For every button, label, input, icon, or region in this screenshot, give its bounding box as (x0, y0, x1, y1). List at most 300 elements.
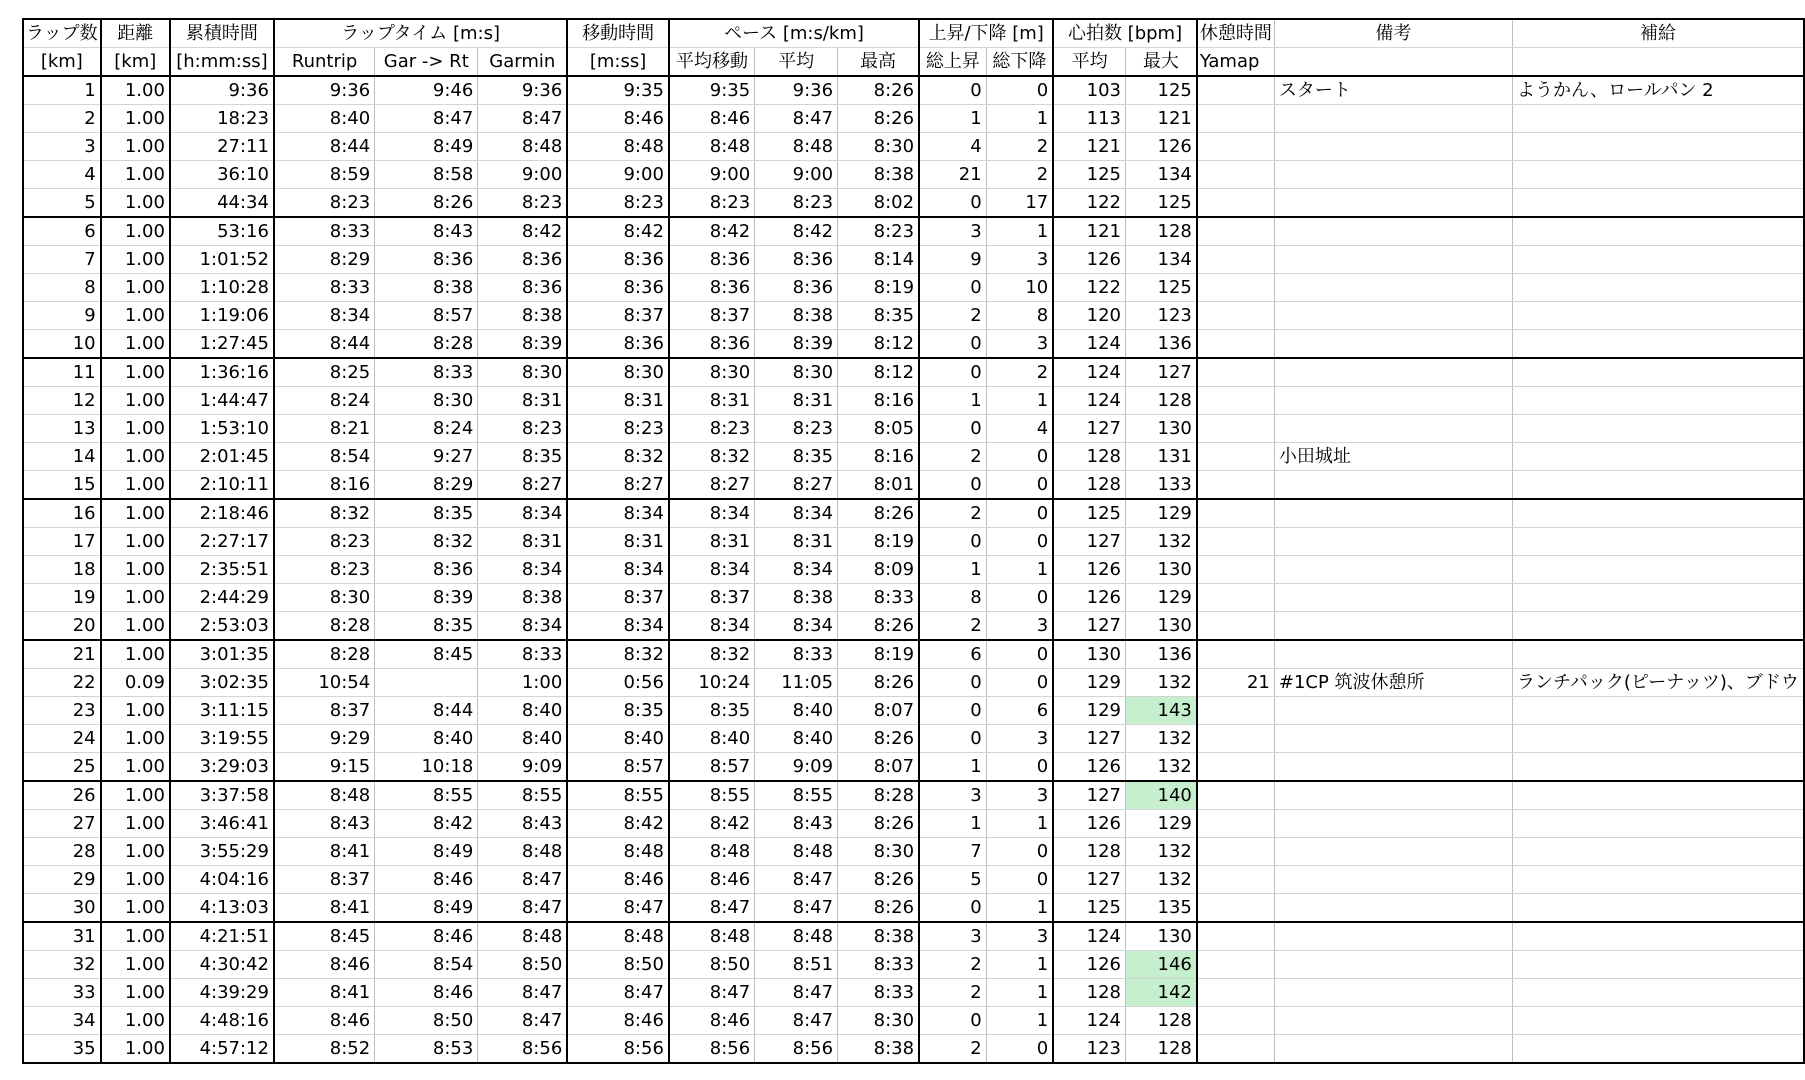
cell-avg-pace[interactable]: 8:42 (755, 217, 838, 246)
cell-distance[interactable]: 1.00 (101, 1035, 170, 1064)
subheader-cell[interactable]: 総上昇 (919, 48, 986, 77)
cell-note[interactable] (1274, 951, 1512, 979)
cell-max-pace[interactable]: 8:33 (838, 951, 920, 979)
cell-lap[interactable]: 2 (23, 105, 101, 133)
cell-garmin[interactable]: 8:48 (478, 133, 567, 161)
cell-total-descent[interactable]: 6 (986, 697, 1053, 725)
cell-avg-pace[interactable]: 8:48 (755, 838, 838, 866)
cell-supply[interactable]: ランチパック(ピーナッツ)、ブドウ (1512, 669, 1804, 697)
cell-max-hr[interactable]: 121 (1126, 105, 1197, 133)
cell-rest-time[interactable] (1197, 330, 1275, 359)
subheader-cell[interactable]: 平均 (755, 48, 838, 77)
cell-avg-pace[interactable]: 11:05 (755, 669, 838, 697)
subheader-cell[interactable]: 平均 (1053, 48, 1125, 77)
cell-supply[interactable] (1512, 161, 1804, 189)
cell-moving-time[interactable]: 9:00 (567, 161, 669, 189)
cell-garmin[interactable]: 8:36 (478, 246, 567, 274)
cell-avg-hr[interactable]: 128 (1053, 979, 1125, 1007)
cell-avg-pace[interactable]: 9:00 (755, 161, 838, 189)
cell-avg-hr[interactable]: 126 (1053, 810, 1125, 838)
cell-max-pace[interactable]: 8:26 (838, 894, 920, 923)
cell-runtrip[interactable]: 8:46 (274, 951, 375, 979)
cell-gar-to-rt[interactable]: 8:39 (375, 584, 478, 612)
cell-avg-pace[interactable]: 8:34 (755, 612, 838, 641)
cell-rest-time[interactable] (1197, 781, 1275, 810)
cell-note[interactable] (1274, 274, 1512, 302)
cell-garmin[interactable]: 8:47 (478, 866, 567, 894)
cell-garmin[interactable]: 8:27 (478, 471, 567, 500)
cell-lap[interactable]: 16 (23, 499, 101, 528)
cell-supply[interactable] (1512, 697, 1804, 725)
cell-moving-time[interactable]: 0:56 (567, 669, 669, 697)
cell-avg-moving-pace[interactable]: 8:55 (669, 781, 755, 810)
cell-lap[interactable]: 17 (23, 528, 101, 556)
cell-supply[interactable] (1512, 584, 1804, 612)
cell-total-descent[interactable]: 0 (986, 1035, 1053, 1064)
cell-rest-time[interactable] (1197, 161, 1275, 189)
cell-avg-hr[interactable]: 121 (1053, 217, 1125, 246)
cell-avg-pace[interactable]: 8:23 (755, 189, 838, 218)
cell-total-ascent[interactable]: 2 (919, 951, 986, 979)
cell-avg-hr[interactable]: 121 (1053, 133, 1125, 161)
cell-supply[interactable] (1512, 810, 1804, 838)
cell-total-ascent[interactable]: 2 (919, 302, 986, 330)
cell-gar-to-rt[interactable]: 8:35 (375, 499, 478, 528)
cell-avg-pace[interactable]: 8:36 (755, 246, 838, 274)
cell-avg-hr[interactable]: 124 (1053, 387, 1125, 415)
cell-gar-to-rt[interactable]: 8:49 (375, 838, 478, 866)
cell-cumulative-time[interactable]: 2:53:03 (170, 612, 274, 641)
cell-runtrip[interactable]: 8:16 (274, 471, 375, 500)
cell-avg-moving-pace[interactable]: 8:34 (669, 499, 755, 528)
cell-avg-moving-pace[interactable]: 8:56 (669, 1035, 755, 1064)
cell-lap[interactable]: 22 (23, 669, 101, 697)
cell-total-descent[interactable]: 4 (986, 415, 1053, 443)
cell-note[interactable] (1274, 922, 1512, 951)
cell-total-ascent[interactable]: 5 (919, 866, 986, 894)
cell-runtrip[interactable]: 8:37 (274, 866, 375, 894)
cell-cumulative-time[interactable]: 2:01:45 (170, 443, 274, 471)
cell-max-pace[interactable]: 8:09 (838, 556, 920, 584)
cell-gar-to-rt[interactable]: 8:58 (375, 161, 478, 189)
cell-note[interactable] (1274, 246, 1512, 274)
cell-total-descent[interactable]: 1 (986, 894, 1053, 923)
cell-cumulative-time[interactable]: 27:11 (170, 133, 274, 161)
cell-max-hr[interactable]: 132 (1126, 866, 1197, 894)
cell-gar-to-rt[interactable]: 8:30 (375, 387, 478, 415)
cell-supply[interactable] (1512, 471, 1804, 500)
cell-total-descent[interactable]: 1 (986, 387, 1053, 415)
cell-max-hr[interactable]: 140 (1126, 781, 1197, 810)
cell-garmin[interactable]: 8:35 (478, 443, 567, 471)
cell-distance[interactable]: 1.00 (101, 161, 170, 189)
cell-avg-moving-pace[interactable]: 8:30 (669, 358, 755, 387)
cell-garmin[interactable]: 8:43 (478, 810, 567, 838)
cell-max-pace[interactable]: 8:05 (838, 415, 920, 443)
cell-supply[interactable]: ようかん、ロールパン 2 (1512, 76, 1804, 105)
cell-runtrip[interactable]: 8:41 (274, 894, 375, 923)
cell-avg-pace[interactable]: 8:40 (755, 725, 838, 753)
cell-rest-time[interactable] (1197, 584, 1275, 612)
cell-moving-time[interactable]: 8:36 (567, 330, 669, 359)
cell-cumulative-time[interactable]: 2:10:11 (170, 471, 274, 500)
cell-avg-hr[interactable]: 124 (1053, 922, 1125, 951)
cell-max-pace[interactable]: 8:19 (838, 640, 920, 669)
cell-avg-moving-pace[interactable]: 8:35 (669, 697, 755, 725)
cell-note[interactable] (1274, 302, 1512, 330)
cell-total-ascent[interactable]: 7 (919, 838, 986, 866)
cell-avg-pace[interactable]: 8:31 (755, 528, 838, 556)
cell-total-ascent[interactable]: 0 (919, 528, 986, 556)
cell-runtrip[interactable]: 8:21 (274, 415, 375, 443)
cell-cumulative-time[interactable]: 3:01:35 (170, 640, 274, 669)
cell-total-ascent[interactable]: 2 (919, 979, 986, 1007)
cell-avg-hr[interactable]: 126 (1053, 556, 1125, 584)
cell-moving-time[interactable]: 8:40 (567, 725, 669, 753)
cell-garmin[interactable]: 8:23 (478, 415, 567, 443)
cell-avg-pace[interactable]: 8:47 (755, 979, 838, 1007)
cell-max-pace[interactable]: 8:14 (838, 246, 920, 274)
cell-moving-time[interactable]: 8:23 (567, 189, 669, 218)
cell-garmin[interactable]: 8:47 (478, 105, 567, 133)
cell-garmin[interactable]: 9:36 (478, 76, 567, 105)
cell-avg-hr[interactable]: 125 (1053, 499, 1125, 528)
cell-max-pace[interactable]: 8:28 (838, 781, 920, 810)
header-lap-time[interactable]: ラップタイム [m:s] (274, 19, 567, 48)
cell-avg-moving-pace[interactable]: 8:42 (669, 217, 755, 246)
cell-runtrip[interactable]: 8:46 (274, 1007, 375, 1035)
cell-note[interactable] (1274, 612, 1512, 641)
cell-gar-to-rt[interactable]: 8:46 (375, 922, 478, 951)
cell-moving-time[interactable]: 8:31 (567, 528, 669, 556)
cell-rest-time[interactable] (1197, 105, 1275, 133)
cell-moving-time[interactable]: 8:37 (567, 584, 669, 612)
cell-avg-hr[interactable]: 125 (1053, 894, 1125, 923)
cell-total-ascent[interactable]: 2 (919, 443, 986, 471)
cell-total-descent[interactable]: 3 (986, 612, 1053, 641)
cell-rest-time[interactable] (1197, 894, 1275, 923)
cell-gar-to-rt[interactable]: 8:50 (375, 1007, 478, 1035)
cell-gar-to-rt[interactable]: 8:53 (375, 1035, 478, 1064)
cell-total-ascent[interactable]: 2 (919, 499, 986, 528)
cell-distance[interactable]: 1.00 (101, 838, 170, 866)
cell-runtrip[interactable]: 8:52 (274, 1035, 375, 1064)
cell-garmin[interactable]: 9:00 (478, 161, 567, 189)
cell-lap[interactable]: 15 (23, 471, 101, 500)
cell-gar-to-rt[interactable]: 8:38 (375, 274, 478, 302)
cell-note[interactable] (1274, 1007, 1512, 1035)
cell-total-ascent[interactable]: 1 (919, 387, 986, 415)
cell-supply[interactable] (1512, 105, 1804, 133)
cell-total-descent[interactable]: 0 (986, 669, 1053, 697)
cell-lap[interactable]: 24 (23, 725, 101, 753)
cell-distance[interactable]: 1.00 (101, 640, 170, 669)
cell-gar-to-rt[interactable]: 8:49 (375, 133, 478, 161)
cell-distance[interactable]: 1.00 (101, 725, 170, 753)
cell-supply[interactable] (1512, 499, 1804, 528)
cell-avg-pace[interactable]: 8:33 (755, 640, 838, 669)
cell-total-descent[interactable]: 8 (986, 302, 1053, 330)
cell-rest-time[interactable] (1197, 979, 1275, 1007)
cell-total-ascent[interactable]: 3 (919, 781, 986, 810)
cell-avg-hr[interactable]: 129 (1053, 697, 1125, 725)
cell-garmin[interactable]: 8:31 (478, 528, 567, 556)
cell-avg-hr[interactable]: 126 (1053, 584, 1125, 612)
cell-total-ascent[interactable]: 0 (919, 415, 986, 443)
subheader-cell[interactable]: 総下降 (986, 48, 1053, 77)
subheader-cell[interactable]: [km] (23, 48, 101, 77)
cell-rest-time[interactable] (1197, 217, 1275, 246)
header-supply[interactable]: 補給 (1512, 19, 1804, 48)
cell-max-hr[interactable]: 130 (1126, 922, 1197, 951)
cell-avg-pace[interactable]: 8:31 (755, 387, 838, 415)
cell-moving-time[interactable]: 8:46 (567, 105, 669, 133)
cell-garmin[interactable]: 8:34 (478, 556, 567, 584)
cell-note[interactable]: スタート (1274, 76, 1512, 105)
cell-distance[interactable]: 1.00 (101, 979, 170, 1007)
cell-lap[interactable]: 26 (23, 781, 101, 810)
cell-avg-pace[interactable]: 8:47 (755, 1007, 838, 1035)
cell-total-ascent[interactable]: 0 (919, 358, 986, 387)
cell-garmin[interactable]: 8:40 (478, 697, 567, 725)
cell-runtrip[interactable]: 9:15 (274, 753, 375, 782)
cell-garmin[interactable]: 8:42 (478, 217, 567, 246)
cell-max-hr[interactable]: 143 (1126, 697, 1197, 725)
cell-total-ascent[interactable]: 1 (919, 810, 986, 838)
cell-garmin[interactable]: 9:09 (478, 753, 567, 782)
cell-max-pace[interactable]: 8:01 (838, 471, 920, 500)
cell-runtrip[interactable]: 8:40 (274, 105, 375, 133)
cell-max-pace[interactable]: 8:16 (838, 387, 920, 415)
cell-rest-time[interactable] (1197, 302, 1275, 330)
cell-avg-moving-pace[interactable]: 8:32 (669, 640, 755, 669)
cell-moving-time[interactable]: 8:48 (567, 133, 669, 161)
cell-rest-time[interactable] (1197, 528, 1275, 556)
cell-avg-moving-pace[interactable]: 8:36 (669, 330, 755, 359)
cell-gar-to-rt[interactable]: 8:28 (375, 330, 478, 359)
cell-distance[interactable]: 1.00 (101, 612, 170, 641)
cell-lap[interactable]: 6 (23, 217, 101, 246)
cell-rest-time[interactable] (1197, 753, 1275, 782)
cell-total-ascent[interactable]: 0 (919, 1007, 986, 1035)
cell-gar-to-rt[interactable] (375, 669, 478, 697)
cell-total-ascent[interactable]: 8 (919, 584, 986, 612)
cell-lap[interactable]: 19 (23, 584, 101, 612)
cell-avg-moving-pace[interactable]: 9:00 (669, 161, 755, 189)
cell-total-descent[interactable]: 0 (986, 866, 1053, 894)
cell-max-hr[interactable]: 132 (1126, 753, 1197, 782)
cell-total-descent[interactable]: 1 (986, 217, 1053, 246)
cell-total-ascent[interactable]: 0 (919, 189, 986, 218)
subheader-cell[interactable] (1274, 48, 1512, 77)
cell-total-ascent[interactable]: 0 (919, 697, 986, 725)
cell-cumulative-time[interactable]: 3:11:15 (170, 697, 274, 725)
cell-avg-pace[interactable]: 8:38 (755, 302, 838, 330)
cell-cumulative-time[interactable]: 2:27:17 (170, 528, 274, 556)
cell-supply[interactable] (1512, 725, 1804, 753)
cell-gar-to-rt[interactable]: 8:57 (375, 302, 478, 330)
cell-avg-moving-pace[interactable]: 8:23 (669, 189, 755, 218)
cell-note[interactable] (1274, 330, 1512, 359)
cell-total-descent[interactable]: 0 (986, 471, 1053, 500)
cell-runtrip[interactable]: 8:33 (274, 274, 375, 302)
cell-avg-hr[interactable]: 120 (1053, 302, 1125, 330)
cell-lap[interactable]: 7 (23, 246, 101, 274)
cell-avg-moving-pace[interactable]: 8:27 (669, 471, 755, 500)
cell-garmin[interactable]: 8:23 (478, 189, 567, 218)
cell-distance[interactable]: 1.00 (101, 528, 170, 556)
cell-max-hr[interactable]: 136 (1126, 640, 1197, 669)
cell-total-ascent[interactable]: 0 (919, 669, 986, 697)
cell-avg-hr[interactable]: 125 (1053, 161, 1125, 189)
cell-max-pace[interactable]: 8:26 (838, 76, 920, 105)
cell-cumulative-time[interactable]: 36:10 (170, 161, 274, 189)
cell-rest-time[interactable] (1197, 1007, 1275, 1035)
cell-max-pace[interactable]: 8:16 (838, 443, 920, 471)
cell-avg-pace[interactable]: 8:35 (755, 443, 838, 471)
cell-gar-to-rt[interactable]: 8:24 (375, 415, 478, 443)
cell-distance[interactable]: 1.00 (101, 415, 170, 443)
header-rest-time[interactable]: 休憩時間 (1197, 19, 1275, 48)
cell-gar-to-rt[interactable]: 8:26 (375, 189, 478, 218)
cell-max-hr[interactable]: 132 (1126, 528, 1197, 556)
cell-avg-hr[interactable]: 128 (1053, 443, 1125, 471)
cell-moving-time[interactable]: 8:47 (567, 894, 669, 923)
cell-gar-to-rt[interactable]: 8:44 (375, 697, 478, 725)
cell-avg-moving-pace[interactable]: 8:37 (669, 584, 755, 612)
cell-cumulative-time[interactable]: 4:48:16 (170, 1007, 274, 1035)
cell-distance[interactable]: 0.09 (101, 669, 170, 697)
cell-note[interactable] (1274, 838, 1512, 866)
cell-avg-moving-pace[interactable]: 8:34 (669, 612, 755, 641)
cell-moving-time[interactable]: 8:32 (567, 640, 669, 669)
subheader-cell[interactable]: 最大 (1126, 48, 1197, 77)
cell-moving-time[interactable]: 8:56 (567, 1035, 669, 1064)
cell-supply[interactable] (1512, 330, 1804, 359)
cell-runtrip[interactable]: 8:59 (274, 161, 375, 189)
cell-supply[interactable] (1512, 951, 1804, 979)
cell-max-hr[interactable]: 128 (1126, 387, 1197, 415)
cell-avg-hr[interactable]: 128 (1053, 838, 1125, 866)
cell-garmin[interactable]: 8:56 (478, 1035, 567, 1064)
cell-rest-time[interactable] (1197, 697, 1275, 725)
cell-distance[interactable]: 1.00 (101, 499, 170, 528)
cell-total-ascent[interactable]: 0 (919, 471, 986, 500)
cell-supply[interactable] (1512, 302, 1804, 330)
cell-runtrip[interactable]: 8:41 (274, 979, 375, 1007)
cell-avg-moving-pace[interactable]: 8:48 (669, 838, 755, 866)
cell-lap[interactable]: 9 (23, 302, 101, 330)
cell-max-pace[interactable]: 8:26 (838, 612, 920, 641)
cell-avg-hr[interactable]: 103 (1053, 76, 1125, 105)
cell-avg-pace[interactable]: 8:47 (755, 866, 838, 894)
cell-runtrip[interactable]: 8:44 (274, 133, 375, 161)
cell-moving-time[interactable]: 8:37 (567, 302, 669, 330)
cell-avg-hr[interactable]: 127 (1053, 866, 1125, 894)
cell-lap[interactable]: 20 (23, 612, 101, 641)
cell-avg-hr[interactable]: 113 (1053, 105, 1125, 133)
cell-runtrip[interactable]: 8:34 (274, 302, 375, 330)
cell-total-ascent[interactable]: 9 (919, 246, 986, 274)
cell-max-hr[interactable]: 129 (1126, 499, 1197, 528)
cell-max-hr[interactable]: 134 (1126, 161, 1197, 189)
cell-total-descent[interactable]: 17 (986, 189, 1053, 218)
cell-note[interactable] (1274, 415, 1512, 443)
cell-gar-to-rt[interactable]: 8:49 (375, 894, 478, 923)
cell-avg-hr[interactable]: 127 (1053, 528, 1125, 556)
cell-avg-pace[interactable]: 9:36 (755, 76, 838, 105)
cell-distance[interactable]: 1.00 (101, 133, 170, 161)
cell-avg-hr[interactable]: 124 (1053, 1007, 1125, 1035)
cell-gar-to-rt[interactable]: 8:33 (375, 358, 478, 387)
cell-cumulative-time[interactable]: 1:10:28 (170, 274, 274, 302)
cell-cumulative-time[interactable]: 2:18:46 (170, 499, 274, 528)
cell-note[interactable] (1274, 471, 1512, 500)
cell-total-descent[interactable]: 3 (986, 330, 1053, 359)
cell-rest-time[interactable] (1197, 556, 1275, 584)
cell-max-pace[interactable]: 8:19 (838, 528, 920, 556)
cell-rest-time[interactable] (1197, 274, 1275, 302)
cell-lap[interactable]: 10 (23, 330, 101, 359)
cell-avg-moving-pace[interactable]: 10:24 (669, 669, 755, 697)
cell-note[interactable] (1274, 387, 1512, 415)
cell-max-hr[interactable]: 132 (1126, 838, 1197, 866)
cell-avg-pace[interactable]: 8:48 (755, 922, 838, 951)
header-heart-rate[interactable]: 心拍数 [bpm] (1053, 19, 1197, 48)
cell-avg-pace[interactable]: 8:48 (755, 133, 838, 161)
cell-total-ascent[interactable]: 0 (919, 894, 986, 923)
cell-cumulative-time[interactable]: 3:29:03 (170, 753, 274, 782)
subheader-cell[interactable]: [m:ss] (567, 48, 669, 77)
cell-gar-to-rt[interactable]: 8:46 (375, 979, 478, 1007)
cell-total-ascent[interactable]: 2 (919, 612, 986, 641)
cell-avg-moving-pace[interactable]: 8:23 (669, 415, 755, 443)
cell-distance[interactable]: 1.00 (101, 330, 170, 359)
cell-supply[interactable] (1512, 1035, 1804, 1064)
cell-avg-pace[interactable]: 8:27 (755, 471, 838, 500)
cell-garmin[interactable]: 8:38 (478, 584, 567, 612)
cell-lap[interactable]: 12 (23, 387, 101, 415)
cell-supply[interactable] (1512, 979, 1804, 1007)
cell-moving-time[interactable]: 8:23 (567, 415, 669, 443)
cell-lap[interactable]: 1 (23, 76, 101, 105)
cell-avg-hr[interactable]: 127 (1053, 612, 1125, 641)
cell-lap[interactable]: 11 (23, 358, 101, 387)
header-distance[interactable]: 距離 (101, 19, 170, 48)
cell-garmin[interactable]: 8:47 (478, 979, 567, 1007)
cell-garmin[interactable]: 8:47 (478, 894, 567, 923)
cell-note[interactable] (1274, 105, 1512, 133)
cell-avg-hr[interactable]: 126 (1053, 951, 1125, 979)
cell-moving-time[interactable]: 8:34 (567, 556, 669, 584)
cell-distance[interactable]: 1.00 (101, 189, 170, 218)
cell-runtrip[interactable]: 8:41 (274, 838, 375, 866)
cell-total-descent[interactable]: 0 (986, 499, 1053, 528)
cell-avg-pace[interactable]: 8:51 (755, 951, 838, 979)
cell-total-descent[interactable]: 0 (986, 753, 1053, 782)
cell-rest-time[interactable] (1197, 612, 1275, 641)
cell-total-descent[interactable]: 0 (986, 640, 1053, 669)
cell-rest-time[interactable] (1197, 189, 1275, 218)
cell-max-hr[interactable]: 129 (1126, 584, 1197, 612)
cell-note[interactable] (1274, 189, 1512, 218)
cell-avg-hr[interactable]: 127 (1053, 415, 1125, 443)
cell-avg-hr[interactable]: 127 (1053, 781, 1125, 810)
cell-max-hr[interactable]: 130 (1126, 415, 1197, 443)
cell-total-ascent[interactable]: 0 (919, 725, 986, 753)
cell-lap[interactable]: 33 (23, 979, 101, 1007)
cell-total-descent[interactable]: 1 (986, 105, 1053, 133)
